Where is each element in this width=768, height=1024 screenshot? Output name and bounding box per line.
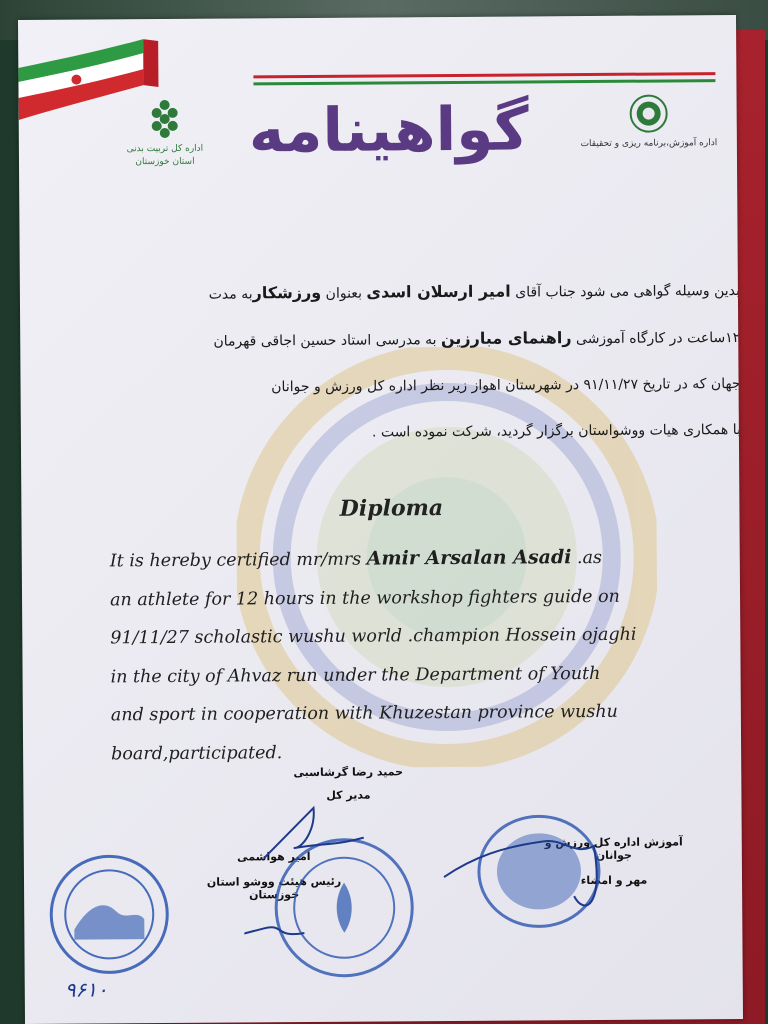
english-line-1-pre: It is hereby certified mr/mrs xyxy=(109,549,362,572)
english-recipient-name: Amir Arsalan Asadi xyxy=(366,546,572,570)
certificate-paper xyxy=(18,15,743,1024)
persian-line-2 xyxy=(110,314,740,365)
persian-line-1-pre: بدین وسیله گواهی می شود جناب آقای xyxy=(515,282,740,301)
right-org-name: اداره آموزش،برنامه ریزی و تحقیقات xyxy=(580,138,718,150)
center-signatory-title: مدیر کل xyxy=(326,788,371,802)
header-rule-green xyxy=(253,79,715,85)
persian-role: ورزشکار xyxy=(252,282,322,303)
handwritten-signatures xyxy=(243,786,644,989)
wushu-committee-stamp-icon xyxy=(44,849,175,980)
persian-recipient-name: امیر ارسلان اسدی xyxy=(366,281,511,302)
left-signatory-name: امیر هواشمی xyxy=(237,849,311,864)
sport-org-emblem-icon xyxy=(148,99,182,139)
serial-number: ۹۶۱۰ xyxy=(64,977,108,1002)
english-line-2: an athlete for 12 hours in the workshop fighters guide on xyxy=(109,586,620,610)
education-dept-emblem-icon xyxy=(629,93,669,133)
center-signatory-name: حمید رضا گرشاسبی xyxy=(293,765,404,780)
left-org-line2: استان خوزستان xyxy=(135,156,195,168)
english-line-1 xyxy=(110,537,740,581)
right-logo-block xyxy=(579,93,719,150)
english-body xyxy=(110,537,742,773)
english-line-1-post: .as xyxy=(576,547,603,569)
right-signatory-sub: مهر و امضاء xyxy=(580,873,648,888)
english-line-4: in the city of Ahvaz run under the Department of Youth xyxy=(110,663,601,687)
english-title: Diploma xyxy=(339,495,444,522)
right-signatory-title: آموزش اداره کل ورزش و جوانان xyxy=(544,835,683,862)
english-line-5: and sport in cooperation with Khuzestan province wushu xyxy=(110,701,618,726)
persian-course-name: راهنمای مبارزین xyxy=(440,328,572,349)
persian-line-1-post: به مدت xyxy=(208,286,253,303)
english-line-6: board,participated. xyxy=(111,742,283,764)
left-signatory-title: رئیس هیئت ووشو استان خوزستان xyxy=(206,874,342,902)
persian-line-2-pre: ۱۲ساعت در کارگاه آموزشی xyxy=(575,329,741,348)
persian-line-3: جهان که در تاریخ ۹۱/۱۱/۲۷ در شهرستان اهواز زیر نظر اداره کل ورزش و جوانان xyxy=(271,375,741,396)
persian-line-1 xyxy=(110,267,740,318)
left-org-line1: اداره کل تربیت بدنی xyxy=(126,143,204,155)
persian-line-2-post: به مدرسی استاد حسین اجاقی قهرمان xyxy=(213,332,437,350)
left-logo-block xyxy=(105,99,225,170)
certificate-title: گواهینامه xyxy=(248,94,529,167)
persian-body xyxy=(110,267,741,457)
persian-line-1-mid: بعنوان xyxy=(325,285,362,302)
header-rule-red xyxy=(253,72,715,78)
english-line-3: 91/11/27 scholastic wushu world .champion Hossein ojaghi xyxy=(110,624,637,649)
persian-line-4: با همکاری هیات ووشواستان برگزار گردید، شرکت نموده است . xyxy=(371,421,741,441)
